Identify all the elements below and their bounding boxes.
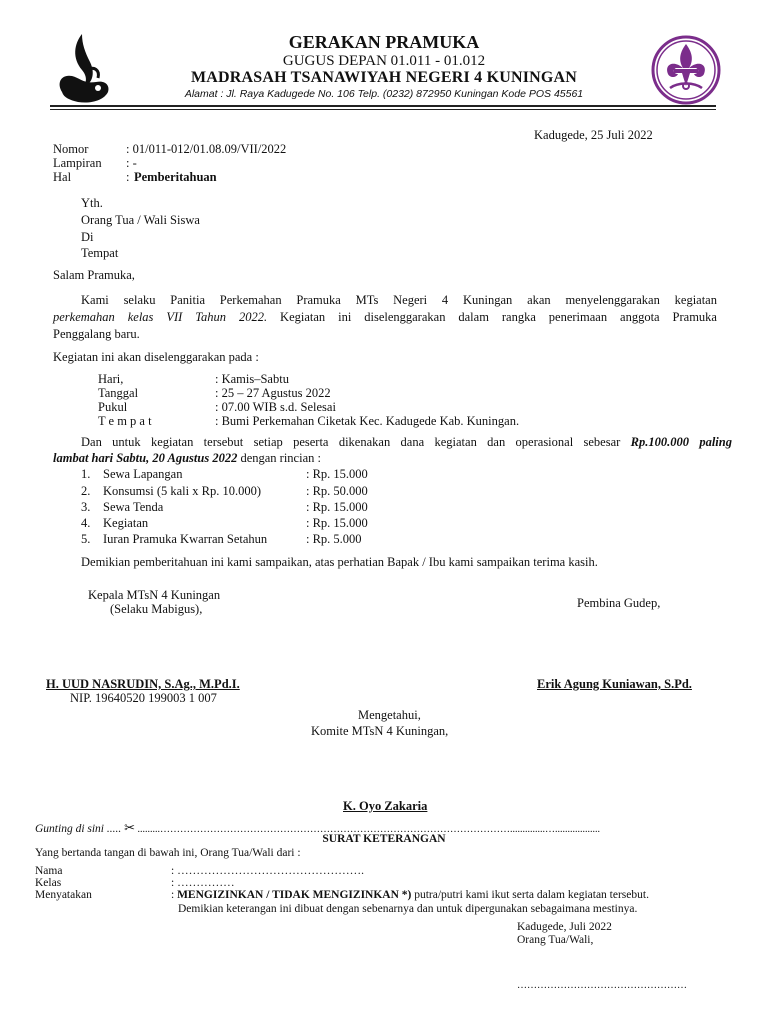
hal-colon: :: [126, 170, 130, 184]
cost-item: Iuran Pramuka Kwarran Setahun: [103, 532, 268, 546]
hal-value: Pemberitahuan: [134, 170, 217, 184]
cost-item: Kegiatan: [103, 516, 149, 530]
letter-date: Kadugede, 25 Juli 2022: [534, 128, 653, 142]
recipient-line: Di: [81, 230, 94, 244]
gugus-depan: GUGUS DEPAN 01.011 - 01.012: [282, 53, 486, 69]
cost-amount: : Rp. 5.000: [306, 532, 362, 546]
cost-item: Konsumsi (5 kali x Rp. 10.000): [103, 484, 261, 498]
scissors-icon: ✂: [124, 821, 136, 836]
fee-rincian: dengan rincian :: [237, 451, 321, 465]
slip-nama-label: Nama: [35, 865, 63, 877]
cost-item: Sewa Lapangan: [103, 467, 183, 481]
center-signer-name: K. Oyo Zakaria: [343, 799, 428, 813]
fee-deadline: lambat hari Sabtu, 20 Agustus 2022: [53, 451, 238, 465]
fee-amount: Rp.100.000 paling: [630, 435, 732, 449]
slip-signer-title: Orang Tua/Wali,: [517, 934, 594, 946]
cost-number: 5.: [81, 532, 91, 546]
slip-intro: Yang bertanda tangan di bawah ini, Orang Tua/Wali dari :: [35, 847, 301, 859]
cost-amount: : Rp. 15.000: [306, 516, 368, 530]
center-signer-subtitle: Komite MTsN 4 Kuningan,: [311, 724, 449, 738]
schedule-value: : Kamis–Sabtu: [215, 372, 289, 386]
para1-line1: Kami selaku Panitia Perkemahan Pramuka MTs Negeri 4 Kuningan akan menyelenggarakan kegiatan: [81, 293, 717, 307]
cost-amount: : Rp. 15.000: [306, 467, 368, 481]
para1-line3: Penggalang baru.: [53, 327, 140, 341]
org-name: GERAKAN PRAMUKA: [288, 32, 480, 52]
recipient-line: Orang Tua / Wali Siswa: [81, 213, 200, 227]
slip-menyatakan-label: Menyatakan: [35, 889, 92, 901]
cut-label: Gunting di sini .....: [35, 823, 122, 835]
cut-dots: .........……………………………………………………………………………………………..............…..................: [135, 824, 601, 835]
permission-rest: putra/putri kami ikut serta dalam kegiatan tersebut.: [411, 889, 649, 901]
para1-rest: Kegiatan ini diselenggarakan dalam rangka penerimaan anggota Pramuka: [267, 310, 717, 324]
slip-date: Kadugede, Juli 2022: [517, 921, 612, 933]
slip-title: SURAT KETERANGAN: [322, 833, 446, 845]
school-address: Alamat : Jl. Raya Kadugede No. 106 Telp. (0232) 872950 Kuningan Kode POS 45561: [184, 88, 584, 100]
schedule-label: Pukul: [98, 400, 128, 414]
cost-number: 1.: [81, 467, 91, 481]
schedule-label: Hari,: [98, 372, 124, 386]
lampiran-value: : -: [126, 156, 137, 170]
cost-amount: : Rp. 15.000: [306, 500, 368, 514]
schedule-intro: Kegiatan ini akan diselenggarakan pada :: [53, 350, 259, 364]
nomor-value: : 01/011-012/01.08.09/VII/2022: [126, 142, 287, 156]
right-signer-title: Pembina Gudep,: [577, 596, 661, 610]
header-rule: [50, 105, 716, 107]
left-signer-nip: NIP. 19640520 199003 1 007: [70, 691, 217, 705]
recipient-line: Tempat: [81, 246, 119, 260]
fee-text: Dan untuk kegiatan tersebut setiap peserta dikenakan dana kegiatan dan operasional sebesar: [81, 435, 631, 449]
left-signer-subtitle: (Selaku Mabigus),: [110, 602, 203, 616]
center-signer-title: Mengetahui,: [358, 708, 421, 722]
recipient-line: Yth.: [81, 196, 103, 210]
para1-line2: [53, 310, 717, 325]
greeting: Salam Pramuka,: [53, 268, 135, 282]
para1-italic: perkemahan kelas VII Tahun 2022.: [53, 310, 268, 324]
schedule-value: : 25 – 27 Agustus 2022: [215, 386, 331, 400]
slip-kelas-field: : ……………: [171, 877, 235, 889]
left-signer-name: H. UUD NASRUDIN, S.Ag., M.Pd.I.: [46, 677, 240, 691]
schedule-label: T e m p a t: [98, 414, 152, 428]
cost-item: Sewa Tenda: [103, 500, 164, 514]
cost-number: 3.: [81, 500, 91, 514]
header-rule-thin: [50, 109, 716, 110]
cost-number: 2.: [81, 484, 91, 498]
right-signer-name: Erik Agung Kuniawan, S.Pd.: [537, 677, 692, 691]
left-signer-title: Kepala MTsN 4 Kuningan: [88, 588, 221, 602]
permission-choice: MENGIZINKAN / TIDAK MENGIZINKAN *): [177, 889, 412, 901]
hal-label: Hal: [53, 170, 72, 184]
closing-sentence: Demikian pemberitahuan ini kami sampaikan, atas perhatian Bapak / Ibu kami sampaikan terima kasih.: [81, 555, 598, 569]
slip-signature-line: ……………………………………………: [517, 980, 687, 991]
slip-menyatakan-statement: [171, 889, 649, 901]
fee-line1: [81, 435, 732, 450]
slip-nama-field: : ………………………………………….: [171, 865, 364, 877]
cost-amount: : Rp. 50.000: [306, 484, 368, 498]
cost-number: 4.: [81, 516, 91, 530]
lampiran-label: Lampiran: [53, 156, 102, 170]
slip-statement: Demikian keterangan ini dibuat dengan sebenarnya dan untuk dipergunakan sebagaimana mestinya.: [178, 903, 638, 915]
slip-kelas-label: Kelas: [35, 877, 62, 889]
school-name: MADRASAH TSANAWIYAH NEGERI 4 KUNINGAN: [190, 69, 578, 86]
fee-line2: [53, 451, 321, 466]
schedule-value: : 07.00 WIB s.d. Selesai: [215, 400, 336, 414]
schedule-value: : Bumi Perkemahan Ciketak Kec. Kadugede Kab. Kuningan.: [215, 414, 520, 428]
schedule-label: Tanggal: [98, 386, 139, 400]
slip-colon: :: [171, 889, 178, 901]
nomor-label: Nomor: [53, 142, 89, 156]
